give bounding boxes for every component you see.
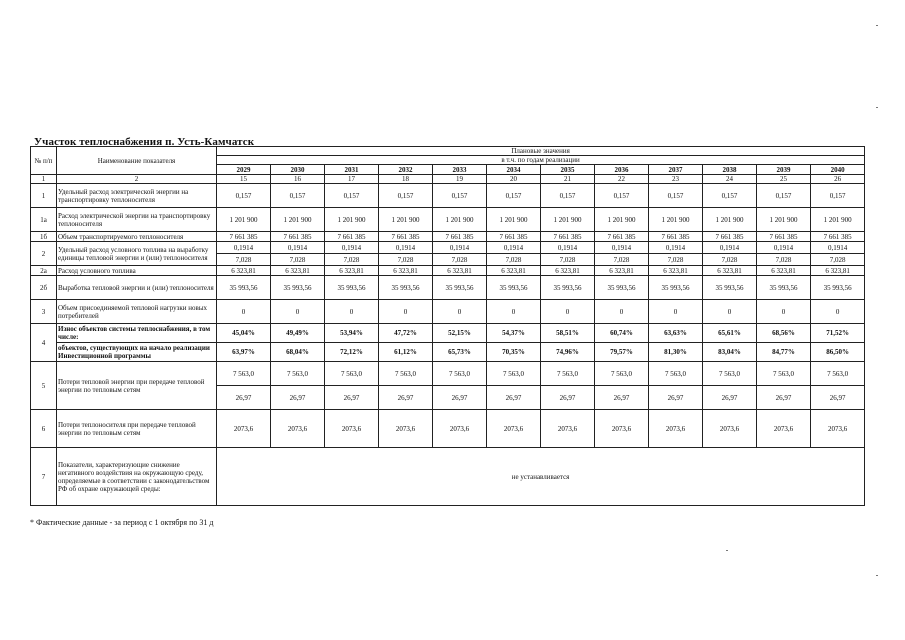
value-cell: 26,97 (487, 386, 541, 410)
row-name: Выработка тепловой энергии и (или) теплоносителя (57, 276, 217, 300)
value-cell: 7 563,0 (325, 362, 379, 386)
value-cell: 7 563,0 (703, 362, 757, 386)
year-header: 2031 (325, 165, 379, 175)
year-header: 2030 (271, 165, 325, 175)
value-cell: 0 (757, 300, 811, 324)
table-row (31, 410, 865, 448)
value-cell: 7 563,0 (811, 362, 865, 386)
table-row (31, 242, 865, 254)
year-header: 2040 (811, 165, 865, 175)
table-row (31, 232, 865, 242)
value-cell: 35 993,56 (271, 276, 325, 300)
value-cell: 7 661 385 (487, 232, 541, 242)
value-cell: 74,96% (541, 343, 595, 362)
value-cell: 26,97 (541, 386, 595, 410)
value-cell: 2073,6 (433, 410, 487, 448)
value-cell: 7,028 (649, 254, 703, 266)
value-cell: 35 993,56 (595, 276, 649, 300)
value-cell: 0,157 (325, 184, 379, 208)
value-cell: 35 993,56 (217, 276, 271, 300)
table-row (31, 184, 865, 208)
value-cell: 6 323,81 (595, 266, 649, 276)
column-number: 15 (217, 175, 271, 184)
value-cell: 2073,6 (379, 410, 433, 448)
value-cell: 7 661 385 (649, 232, 703, 242)
row-number: 6 (31, 410, 57, 448)
value-cell: 7,028 (217, 254, 271, 266)
value-cell: 7 661 385 (379, 232, 433, 242)
scan-mark (876, 107, 878, 108)
value-cell: 58,51% (541, 324, 595, 343)
value-cell: 0,1914 (487, 242, 541, 254)
merged-value: не устанавливается (217, 448, 865, 506)
page-title: Участок теплоснабжения п. Усть-Камчатск (34, 136, 255, 148)
value-cell: 35 993,56 (757, 276, 811, 300)
value-cell: 0 (541, 300, 595, 324)
value-cell: 26,97 (325, 386, 379, 410)
value-cell: 26,97 (703, 386, 757, 410)
value-cell: 65,61% (703, 324, 757, 343)
value-cell: 7 661 385 (595, 232, 649, 242)
value-cell: 26,97 (379, 386, 433, 410)
value-cell: 0 (217, 300, 271, 324)
row-name: Расход условного топлива (57, 266, 217, 276)
value-cell: 0,1914 (757, 242, 811, 254)
value-cell: 52,15% (433, 324, 487, 343)
year-header: 2034 (487, 165, 541, 175)
value-cell: 26,97 (595, 386, 649, 410)
row-name: Показатели, характеризующие снижение негативного воздействия на окружающую среду, определяемые в соответствии с законодательством РФ об охране окружающей среды: (57, 448, 217, 506)
value-cell: 0 (811, 300, 865, 324)
value-cell: 7,028 (379, 254, 433, 266)
value-cell: 26,97 (433, 386, 487, 410)
value-cell: 6 323,81 (649, 266, 703, 276)
value-cell: 1 201 900 (703, 208, 757, 232)
value-cell: 0,1914 (433, 242, 487, 254)
value-cell: 1 201 900 (649, 208, 703, 232)
scan-mark (726, 550, 728, 551)
value-cell: 1 201 900 (811, 208, 865, 232)
value-cell: 1 201 900 (487, 208, 541, 232)
value-cell: 63,63% (649, 324, 703, 343)
column-number: 17 (325, 175, 379, 184)
value-cell: 68,04% (271, 343, 325, 362)
value-cell: 26,97 (757, 386, 811, 410)
value-cell: 84,77% (757, 343, 811, 362)
value-cell: 35 993,56 (541, 276, 595, 300)
table-row (31, 324, 865, 343)
value-cell: 7 661 385 (325, 232, 379, 242)
table-row (31, 266, 865, 276)
value-cell: 0,157 (595, 184, 649, 208)
value-cell: 1 201 900 (325, 208, 379, 232)
year-header: 2029 (217, 165, 271, 175)
value-cell: 0,1914 (325, 242, 379, 254)
value-cell: 7 661 385 (217, 232, 271, 242)
value-cell: 7 563,0 (757, 362, 811, 386)
value-cell: 0,157 (703, 184, 757, 208)
value-cell: 6 323,81 (811, 266, 865, 276)
column-number: 1 (31, 175, 57, 184)
value-cell: 54,37% (487, 324, 541, 343)
value-cell: 7,028 (757, 254, 811, 266)
column-number: 20 (487, 175, 541, 184)
value-cell: 0,157 (811, 184, 865, 208)
value-cell: 35 993,56 (649, 276, 703, 300)
value-cell: 7,028 (271, 254, 325, 266)
value-cell: 68,56% (757, 324, 811, 343)
value-cell: 2073,6 (541, 410, 595, 448)
value-cell: 26,97 (271, 386, 325, 410)
column-number: 19 (433, 175, 487, 184)
value-cell: 72,12% (325, 343, 379, 362)
column-number: 16 (271, 175, 325, 184)
column-number: 22 (595, 175, 649, 184)
row-name: Расход электрической энергии на транспортировку теплоносителя (57, 208, 217, 232)
value-cell: 0,1914 (379, 242, 433, 254)
column-number: 24 (703, 175, 757, 184)
row-number: 2б (31, 276, 57, 300)
row-name: Удельный расход электрической энергии на транспортировку теплоносителя (57, 184, 217, 208)
value-cell: 0 (271, 300, 325, 324)
table-row (31, 448, 865, 506)
value-cell: 7 661 385 (541, 232, 595, 242)
row-number: 2а (31, 266, 57, 276)
column-number: 21 (541, 175, 595, 184)
value-cell: 45,04% (217, 324, 271, 343)
value-cell: 0 (379, 300, 433, 324)
value-cell: 63,97% (217, 343, 271, 362)
header-num: № п/п (31, 147, 57, 175)
value-cell: 6 323,81 (271, 266, 325, 276)
value-cell: 1 201 900 (379, 208, 433, 232)
value-cell: 1 201 900 (595, 208, 649, 232)
value-cell: 6 323,81 (379, 266, 433, 276)
value-cell: 6 323,81 (217, 266, 271, 276)
value-cell: 49,49% (271, 324, 325, 343)
value-cell: 7 563,0 (271, 362, 325, 386)
value-cell: 0,157 (379, 184, 433, 208)
value-cell: 71,52% (811, 324, 865, 343)
value-cell: 7 563,0 (217, 362, 271, 386)
value-cell: 2073,6 (595, 410, 649, 448)
row-number: 2 (31, 242, 57, 266)
value-cell: 7 661 385 (703, 232, 757, 242)
value-cell: 2073,6 (325, 410, 379, 448)
row-name: Объем присоединяемой тепловой нагрузки новых потребителей (57, 300, 217, 324)
indicators-table (30, 146, 865, 506)
value-cell: 6 323,81 (433, 266, 487, 276)
row-number: 1 (31, 184, 57, 208)
value-cell: 6 323,81 (703, 266, 757, 276)
value-cell: 7 661 385 (757, 232, 811, 242)
value-cell: 0 (595, 300, 649, 324)
value-cell: 0 (487, 300, 541, 324)
value-cell: 7 661 385 (811, 232, 865, 242)
value-cell: 35 993,56 (379, 276, 433, 300)
value-cell: 2073,6 (271, 410, 325, 448)
column-number: 2 (57, 175, 217, 184)
value-cell: 60,74% (595, 324, 649, 343)
value-cell: 7 563,0 (487, 362, 541, 386)
value-cell: 53,94% (325, 324, 379, 343)
value-cell: 2073,6 (811, 410, 865, 448)
value-cell: 1 201 900 (217, 208, 271, 232)
value-cell: 2073,6 (757, 410, 811, 448)
value-cell: 83,04% (703, 343, 757, 362)
value-cell: 35 993,56 (487, 276, 541, 300)
value-cell: 35 993,56 (325, 276, 379, 300)
value-cell: 1 201 900 (433, 208, 487, 232)
value-cell: 2073,6 (703, 410, 757, 448)
value-cell: 7,028 (811, 254, 865, 266)
value-cell: 7 563,0 (649, 362, 703, 386)
value-cell: 79,57% (595, 343, 649, 362)
value-cell: 0,1914 (649, 242, 703, 254)
value-cell: 7,028 (487, 254, 541, 266)
value-cell: 35 993,56 (703, 276, 757, 300)
value-cell: 6 323,81 (325, 266, 379, 276)
value-cell: 7,028 (325, 254, 379, 266)
value-cell: 6 323,81 (487, 266, 541, 276)
scan-mark (876, 25, 878, 26)
row-number: 4 (31, 324, 57, 362)
value-cell: 70,35% (487, 343, 541, 362)
row-number: 3 (31, 300, 57, 324)
value-cell: 1 201 900 (541, 208, 595, 232)
row-name: Объем транспортируемого теплоносителя (57, 232, 217, 242)
value-cell: 0 (433, 300, 487, 324)
value-cell: 0 (325, 300, 379, 324)
value-cell: 7,028 (433, 254, 487, 266)
value-cell: 1 201 900 (757, 208, 811, 232)
value-cell: 7 661 385 (433, 232, 487, 242)
table-row (31, 208, 865, 232)
year-header: 2035 (541, 165, 595, 175)
footnote: * Фактические данные - за период с 1 октября по 31 д (30, 518, 214, 527)
value-cell: 0,157 (271, 184, 325, 208)
value-cell: 35 993,56 (811, 276, 865, 300)
value-cell: 7,028 (541, 254, 595, 266)
table-row (31, 276, 865, 300)
value-cell: 26,97 (811, 386, 865, 410)
row-name: объектов, существующих на начало реализации Инвестиционной программы (57, 343, 217, 362)
value-cell: 7 563,0 (541, 362, 595, 386)
value-cell: 7 563,0 (379, 362, 433, 386)
value-cell: 0,157 (541, 184, 595, 208)
row-number: 5 (31, 362, 57, 410)
value-cell: 0 (649, 300, 703, 324)
table-row (31, 300, 865, 324)
header-name: Наименование показателя (57, 147, 217, 175)
value-cell: 47,72% (379, 324, 433, 343)
header-by-years: в т.ч. по годам реализации (217, 156, 865, 165)
table-row (31, 343, 865, 362)
row-name: Потери тепловой энергии при передаче тепловой энергии по тепловым сетям (57, 362, 217, 410)
value-cell: 7 563,0 (595, 362, 649, 386)
row-number: 7 (31, 448, 57, 506)
column-number: 23 (649, 175, 703, 184)
value-cell: 61,12% (379, 343, 433, 362)
table-row (31, 362, 865, 386)
year-header: 2032 (379, 165, 433, 175)
value-cell: 0,1914 (811, 242, 865, 254)
value-cell: 0,1914 (541, 242, 595, 254)
year-header: 2039 (757, 165, 811, 175)
value-cell: 0,157 (487, 184, 541, 208)
value-cell: 2073,6 (649, 410, 703, 448)
value-cell: 0 (703, 300, 757, 324)
value-cell: 2073,6 (217, 410, 271, 448)
value-cell: 26,97 (649, 386, 703, 410)
value-cell: 6 323,81 (757, 266, 811, 276)
value-cell: 35 993,56 (433, 276, 487, 300)
year-header: 2033 (433, 165, 487, 175)
value-cell: 0,157 (217, 184, 271, 208)
value-cell: 7,028 (703, 254, 757, 266)
row-number: 1а (31, 208, 57, 232)
header-planned: Плановые значения (217, 147, 865, 156)
value-cell: 26,97 (217, 386, 271, 410)
value-cell: 0,157 (649, 184, 703, 208)
year-header: 2037 (649, 165, 703, 175)
value-cell: 0,157 (757, 184, 811, 208)
year-header: 2038 (703, 165, 757, 175)
row-name: Удельный расход условного топлива на выработку единицы тепловой энергии и (или) теплоносителя (57, 242, 217, 266)
year-header: 2036 (595, 165, 649, 175)
value-cell: 6 323,81 (541, 266, 595, 276)
row-name: Износ объектов системы теплоснабжения, в том числе: (57, 324, 217, 343)
value-cell: 7 563,0 (433, 362, 487, 386)
value-cell: 0,1914 (703, 242, 757, 254)
value-cell: 7,028 (595, 254, 649, 266)
scan-mark (876, 575, 878, 576)
value-cell: 0,1914 (217, 242, 271, 254)
value-cell: 0,1914 (595, 242, 649, 254)
value-cell: 7 661 385 (271, 232, 325, 242)
value-cell: 65,73% (433, 343, 487, 362)
column-number: 26 (811, 175, 865, 184)
value-cell: 1 201 900 (271, 208, 325, 232)
column-number: 25 (757, 175, 811, 184)
row-name: Потери теплоносителя при передаче тепловой энергии по тепловым сетям (57, 410, 217, 448)
row-number: 1б (31, 232, 57, 242)
column-number: 18 (379, 175, 433, 184)
value-cell: 0,1914 (271, 242, 325, 254)
value-cell: 81,30% (649, 343, 703, 362)
value-cell: 2073,6 (487, 410, 541, 448)
value-cell: 0,157 (433, 184, 487, 208)
value-cell: 86,50% (811, 343, 865, 362)
